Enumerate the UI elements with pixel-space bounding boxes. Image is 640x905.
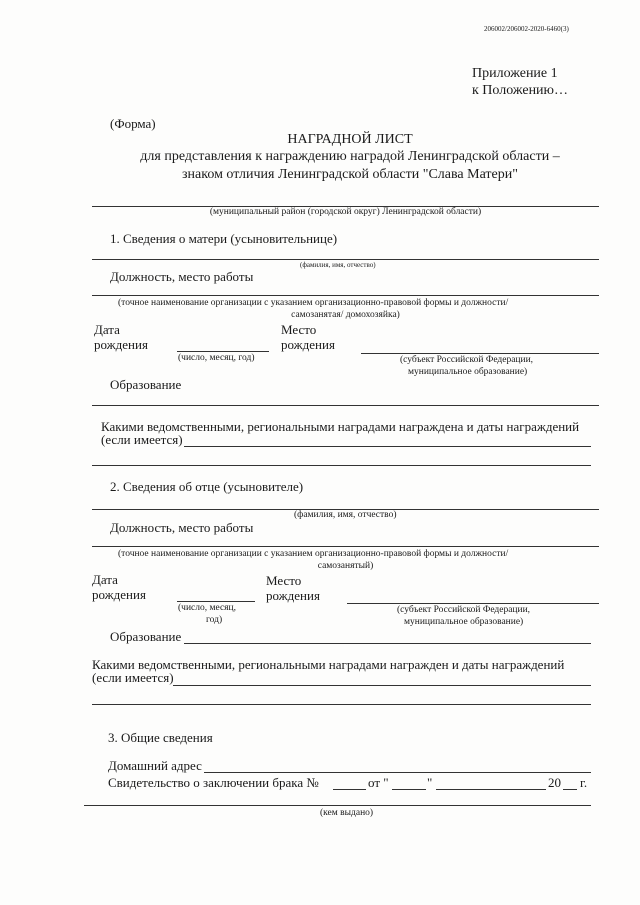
mother-awards-line-1: Какими ведомственными, региональными наградами награждена и даты награждений <box>101 419 580 434</box>
father-fio-hint: (фамилия, имя, отчество) <box>294 510 397 520</box>
father-place-hint-2: муниципальное образование) <box>404 617 524 627</box>
father-org-hint-1: (точное наименование организации с указанием организационно-правовой формы и должности/ <box>118 549 509 559</box>
certificate-quote-close: " <box>427 775 433 790</box>
mother-birth-place-line[interactable] <box>361 353 599 354</box>
certificate-day-line[interactable] <box>392 789 426 790</box>
issued-by-line[interactable] <box>84 805 591 806</box>
title-line-3: знаком отличия Ленинградской области "Слава Матери" <box>182 167 518 182</box>
certificate-number-line[interactable] <box>333 789 366 790</box>
father-job-line[interactable] <box>92 546 599 547</box>
father-birth-place-line[interactable] <box>347 603 599 604</box>
mother-birth-hint: (число, месяц, год) <box>178 353 255 363</box>
document-code: 206002/206002-2020-6460(3) <box>484 25 569 33</box>
father-awards-line-1: Какими ведомственными, региональными наградами награжден и даты награждений <box>92 657 565 672</box>
father-birth-hint-1: (число, месяц, <box>178 603 236 613</box>
mother-fio-line[interactable] <box>92 259 599 260</box>
title-line-1: НАГРАДНОЙ ЛИСТ <box>287 132 413 147</box>
mother-place-label-2: рождения <box>281 337 335 352</box>
father-birth-label-1: Дата <box>92 572 118 587</box>
mother-education-line[interactable] <box>92 405 599 406</box>
mother-awards-line-a[interactable] <box>184 446 591 447</box>
father-education-label: Образование <box>110 629 182 644</box>
certificate-year-prefix: 20 <box>548 775 561 790</box>
address-line[interactable] <box>204 772 591 773</box>
father-awards-line-b[interactable] <box>92 704 591 705</box>
certificate-year-line[interactable] <box>563 789 577 790</box>
mother-birth-date-line[interactable] <box>177 351 269 352</box>
mother-job-line[interactable] <box>92 295 599 296</box>
certificate-from-label: от " <box>368 775 389 790</box>
father-awards-line-a[interactable] <box>173 685 591 686</box>
marriage-certificate-label: Свидетельство о заключении брака № <box>108 775 319 790</box>
appendix-line-2: к Положению… <box>472 83 569 98</box>
father-birth-date-line[interactable] <box>177 601 255 602</box>
title-line-2: для представления к награждению наградой Ленинградской области – <box>140 149 560 164</box>
general-heading: 3. Общие сведения <box>108 730 213 745</box>
mother-org-hint-1: (точное наименование организации с указанием организационно-правовой формы и должности/ <box>118 298 509 308</box>
father-heading: 2. Сведения об отце (усыновителе) <box>110 479 304 494</box>
mother-job-label: Должность, место работы <box>110 269 254 284</box>
father-place-label-2: рождения <box>266 588 320 603</box>
certificate-year-suffix: г. <box>580 775 588 790</box>
mother-birth-label-1: Дата <box>94 322 120 337</box>
father-education-line[interactable] <box>184 643 591 644</box>
father-birth-hint-2: год) <box>206 615 223 625</box>
father-place-hint-1: (субъект Российской Федерации, <box>397 605 531 615</box>
certificate-month-line[interactable] <box>436 789 546 790</box>
mother-heading: 1. Сведения о матери (усыновительнице) <box>110 231 338 246</box>
address-label: Домашний адрес <box>108 758 202 773</box>
issued-by-hint: (кем выдано) <box>320 808 374 818</box>
father-job-label: Должность, место работы <box>110 520 254 535</box>
form-label: (Форма) <box>110 116 156 131</box>
mother-awards-line-2: (если имеется) <box>101 432 183 447</box>
appendix-line-1: Приложение 1 <box>472 66 558 81</box>
father-birth-label-2: рождения <box>92 587 146 602</box>
district-hint: (муниципальный район (городской округ) Ленинградской области) <box>209 207 482 217</box>
mother-education-label: Образование <box>110 377 182 392</box>
mother-awards-line-b[interactable] <box>92 465 591 466</box>
father-awards-line-2: (если имеется) <box>92 670 174 685</box>
mother-fio-hint: (фамилия, имя, отчество) <box>300 261 376 269</box>
father-place-label-1: Место <box>266 573 302 588</box>
mother-place-hint-1: (субъект Российской Федерации, <box>400 355 534 365</box>
mother-birth-label-2: рождения <box>94 337 148 352</box>
mother-place-label-1: Место <box>281 322 317 337</box>
mother-org-hint-2: самозанятая/ домохозяйка) <box>291 310 400 320</box>
father-org-hint-2: самозанятый) <box>317 561 374 571</box>
mother-place-hint-2: муниципальное образование) <box>408 367 528 377</box>
